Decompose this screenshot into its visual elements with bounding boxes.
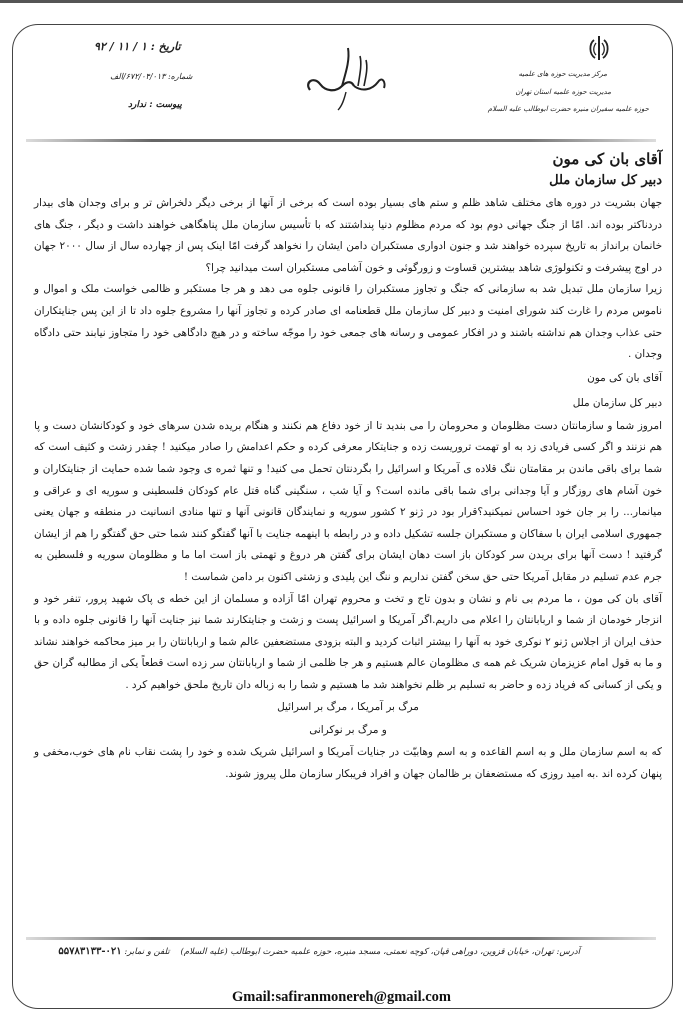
scan-top-edge	[0, 0, 683, 3]
org-line-2: مدیریت حوزه علمیه استان تهران	[515, 88, 611, 96]
footer-address: آدرس: تهران، خیابان قزوین، دوراهی قپان، کوچه نعمتی، مسجد منیره، حوزه علمیه حضرت ابوطالب (علیه السلام)	[180, 947, 580, 957]
footer-phone-label: تلفن و نمابر:	[124, 947, 170, 957]
slogan-line-1: مرگ بر آمریکا ، مرگ بر اسرائیل	[277, 701, 419, 714]
letter-date: تاریخ : ۱ / ۱۱ / ۹۲	[94, 40, 181, 53]
recipient-title: دبیر کل سازمان ملل	[549, 173, 662, 188]
salutation-title: دبیر کل سازمان ملل	[572, 396, 662, 409]
emblem-glyph-icon	[586, 34, 612, 62]
footer-email[interactable]: Gmail:safiranmonereh@gmail.com	[231, 989, 451, 1005]
org-line-1: مرکز مدیریت حوزه های علمیه	[518, 70, 607, 78]
org-line-3: حوزه علمیه سفیران منیره حضرت ابوطالب علیه السلام	[487, 105, 649, 113]
footer-divider	[26, 937, 656, 940]
closing-paragraph: که به اسم سازمان ملل و به اسم القاعده و به اسم وهابیّت در جنایات آمریکا و اسرائیل شریک شده و خود را پشت نقاب نام های خوب،مخفی و پنهان کرده اند .به امید روزی که مستضعفان بر ظالمان جهان و افراد فریبکار سازمان ملل پیروز شوند.	[34, 746, 662, 781]
paragraph: آقای بان کی مون ، ما مردم بی نام و نشان و بدون تاج و تخت و محروم تهران امّا آزاده و مسلمان از این خطه ی پاک شهید پرور، تنفر خود و انزجار خودمان از شما و اربابانتان را اعلام می داریم.اگر آمریکا و اسرائیل پست و زشت و جنایتکارند شما نیز جنایت آنها را قانونی جلوه داده و با حذف ایران از اجلاس ژنو ۲ نوکری خود به آنها را بیشتر اثبات کردید و البته بزودی مستضعفین عالم شما و اربابانتان را بر میز محاکمه خواهند نشاند و ما به قول امام عزیزمان شریک غم همه ی مظلومان عالم هستیم و هر جا ظلمی از شما و اربابانتان سر زده است قطعاً یکی از مطالبه گران حق و یکی از کسانی که فریاد زده و حاضر به تسلیم بر ظلم نخواهند شد ما هستیم و شما را به زباله دان تاریخ ملحق خواهیم کرد .	[34, 592, 662, 691]
letterhead	[14, 28, 669, 138]
footer-address-line	[58, 946, 580, 957]
header-divider	[26, 139, 656, 142]
slogan-line-2: و مرگ بر نوکرانی	[309, 724, 387, 737]
paragraph: امروز شما و سازمانتان دست مظلومان و محرومان را می بندید تا از خود دفاع هم نکنند و هنگام بریده شدن سرهای خود و کودکانشان دست و پا هم نزنند و اگر کسی فریادی زد به او تهمت تروریست زده و جنایتکار معرفی کرده و حکم اعدامش را صادر میکنید ! چقدر زشت و کثیف است که شما برای باقی ماندن بر مقامتان ننگ قلاده ی آمریکا و اسرائیل را بگردنتان تحمل می کنید! و تنها ثمره ی وجود شما شده حمایت از جنایتکاران و خون آشام های روزگار و آیا وجدانی برای شما باقی مانده است؟ و آیا شب ، سنگینی گناه قتل عام کودکان فلسطینی و سوریه ای و عراقی و میانمار... را بر جان خود احساس نمیکنید؟قرار بود در ژنو ۲ کشور سوریه و نمایندگان قانونی آنها و تنها منادی انسانیت در منطقه و جهان یعنی جمهوری اسلامی ایران با سفاکان و مستکبران جلسه تشکیل داده و در رابطه با اینهمه جنایت با آنها گفتگو کنند شما حتی حق گفتگو را هم از ایشان گرفتید ! دست آنها برای بریدن سر کودکان باز است دهان ایشان برای گفتن هر دروغ و تهمتی باز است اما ما و مظلومان سوریه و فلسطین به جرم عدم تسلیم در مقابل آمریکا حتی حق سخن گفتن نداریم و ننگ این پلیدی و زشتی اکنون بر دامن شماست !	[34, 419, 662, 583]
basmala-calligraphy	[302, 42, 392, 112]
salutation-name: آقای بان کی مون	[587, 371, 662, 384]
letter-attachment: پیوست : ندارد	[128, 100, 182, 110]
paragraph: جهان بشریت در دوره های مختلف شاهد ظلم و ستم های بسیار بوده است که برخی از آنها از برخی دیگر دلخراش تر و برای وجدان های بیدار دردناکتر بوده اند. امّا از جنگ جهانی دوم بود که مردم مظلوم دنیا پنداشتند که با تأسیس سازمان ملل پناهگاهی خواهند داشت و دیگر ، جنگ های خانمان برانداز به تاریخ سپرده خواهند شد و جنون ادواری مستکبران دامن ایشان را نخواهد گرفت امّا اینک پس از چهارده سال از سال ۲۰۰۰ جهان در اوج پیشرفت و تکنولوژی شاهد بیشترین قساوت و زورگوئی و خون آشامی مستکبران است میدانید چرا؟	[34, 197, 663, 274]
national-emblem-icon	[584, 34, 614, 64]
letter-body	[34, 147, 662, 786]
recipient-name: آقای بان کی مون	[552, 150, 662, 168]
paragraph: زیرا سازمان ملل تبدیل شد به سازمانی که جنگ و تجاوز مستکبران را قانونی جلوه می دهد و هر جا مستکبر و ظالمی خواست ملک و اموال و ناموس مردم را غارت کند شورای امنیت و دبیر کل سازمان ملل قطعنامه ای صادر کرده و تجاوز آنها را مشروع جلوه داد تا از این پس جنایتکاران حتی عذاب وجدان هم نداشته باشند و در افکار عمومی و رسانه های جمعی خود را موجّه ساخته و در هیچ دادگاهی خود را متجاوز نیابند حتی دادگاه وجدان .	[34, 283, 662, 361]
footer-phone: ۰۲۱-۵۵۷۸۳۱۳۳	[58, 946, 122, 957]
letter-number: شماره: ۶۷۲/۰۴/۰۱۳/الف	[110, 72, 193, 81]
